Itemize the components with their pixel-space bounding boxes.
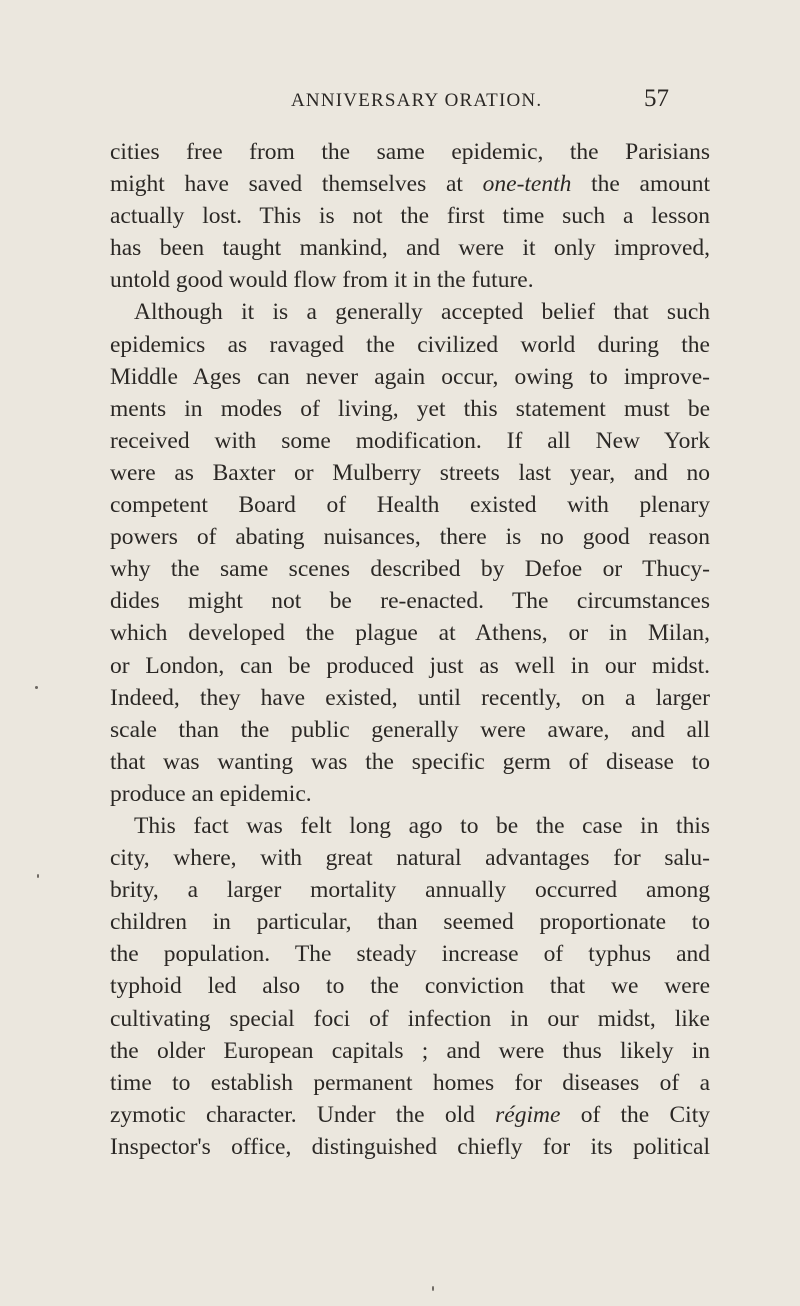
paper-speck [432, 1286, 434, 1291]
text-line: received with some modification. If all New York [110, 427, 710, 454]
page-number: 57 [644, 85, 669, 112]
text-line: cultivating special foci of infection in our midst, like [110, 1005, 710, 1032]
paper-speck [35, 686, 38, 689]
text-line: Indeed, they have existed, until recently, on a larger [110, 684, 710, 711]
text-line: typhoid led also to the conviction that we were [110, 973, 710, 1000]
italic-phrase: régime [495, 1101, 561, 1128]
text-line: Middle Ages can never again occur, owing to improve- [110, 363, 710, 390]
text-line: actually lost. This is not the first time such a lesson [110, 203, 710, 230]
text-line: children in particular, than seemed proportionate to [110, 909, 710, 936]
running-head: ANNIVERSARY ORATION. [291, 90, 543, 111]
text-line: has been taught mankind, and were it only improved, [110, 235, 710, 262]
text-line: or London, can be produced just as well in our midst. [110, 652, 710, 679]
paper-speck [37, 874, 39, 878]
text-line: scale than the public generally were aware, and all [110, 716, 710, 743]
text-line: dides might not be re-enacted. The circumstances [110, 588, 710, 615]
text-line: competent Board of Health existed with plenary [110, 492, 710, 519]
text-line: cities free from the same epidemic, the Parisians [110, 139, 710, 165]
text-line: Inspector's office, distinguished chiefly for its political [110, 1133, 710, 1160]
text-line [110, 1099, 710, 1131]
body-text [110, 136, 710, 1163]
text-line: time to establish permanent homes for diseases of a [110, 1069, 710, 1096]
text-line: untold good would flow from it in the future. [110, 267, 534, 294]
text-line [110, 168, 710, 200]
text-line: why the same scenes described by Defoe or Thucy- [110, 556, 710, 583]
text-line: the older European capitals ; and were thus likely in [110, 1037, 710, 1064]
text-line: which developed the plague at Athens, or in Milan, [110, 620, 710, 647]
text-line: epidemics as ravaged the civilized world during the [110, 331, 710, 358]
paragraph-start-line: Although it is a generally accepted belief that such [134, 299, 710, 326]
text-fragment: of the City [580, 1101, 710, 1128]
text-line: that was wanting was the specific germ of disease to [110, 748, 710, 775]
text-fragment: zymotic character. Under the old [110, 1101, 475, 1128]
text-line: city, where, with great natural advantages for salu- [110, 845, 710, 872]
text-fragment: the amount [591, 171, 711, 198]
text-line: brity, a larger mortality annually occurred among [110, 877, 710, 904]
italic-phrase: one-tenth [482, 171, 572, 198]
text-line: ments in modes of living, yet this statement must be [110, 395, 710, 422]
text-line: were as Baxter or Mulberry streets last year, and no [110, 459, 710, 486]
text-fragment: might have saved themselves at [110, 171, 463, 198]
text-line: the population. The steady increase of typhus and [110, 941, 710, 968]
text-line: produce an epidemic. [110, 780, 312, 807]
text-line: powers of abating nuisances, there is no good reason [110, 524, 710, 551]
paragraph-start-line: This fact was felt long ago to be the case in this [134, 812, 710, 839]
